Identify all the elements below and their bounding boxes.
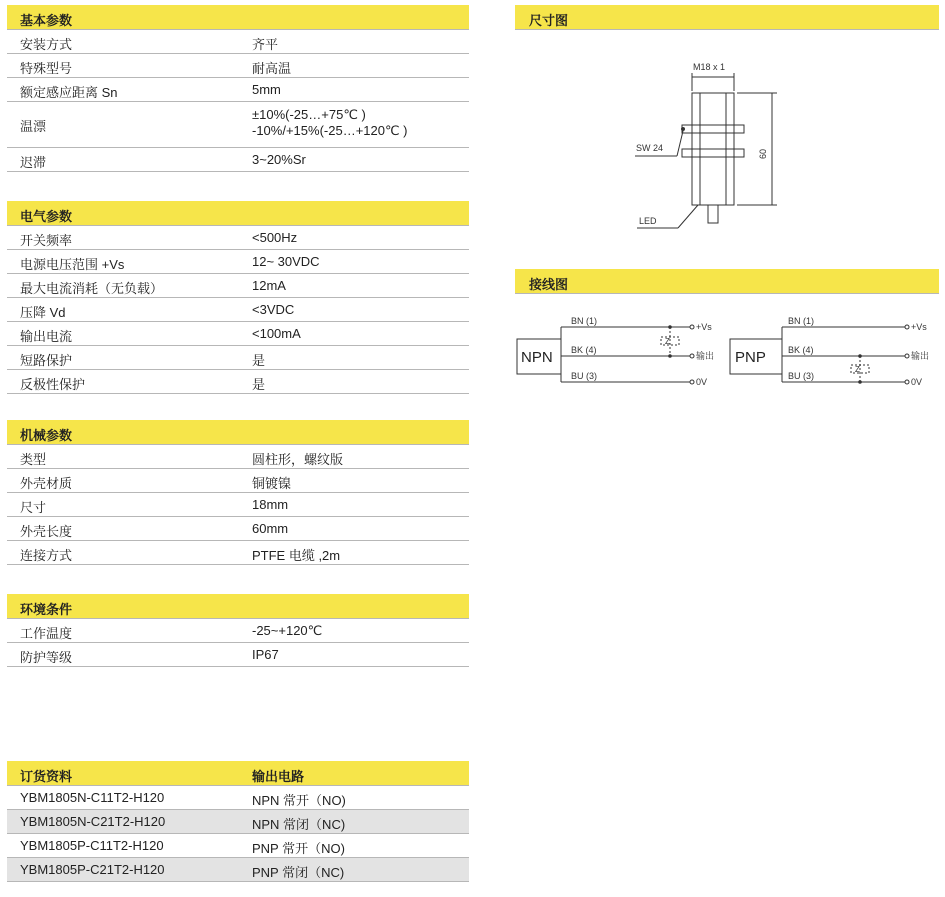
row-label: 短路保护 bbox=[20, 353, 73, 368]
row-value: -25~+120℃ bbox=[252, 623, 323, 638]
row-value bbox=[252, 107, 408, 139]
row-label: 最大电流消耗（无负载） bbox=[20, 281, 164, 296]
environment-header bbox=[7, 594, 469, 619]
row-value: PTFE 电缆 ,2m bbox=[252, 548, 341, 563]
electrical-params-table bbox=[7, 201, 469, 394]
row-label: 外壳长度 bbox=[20, 524, 73, 539]
npn-bu-label: BU (3) bbox=[571, 371, 598, 381]
row-value: 铜镀镍 bbox=[252, 476, 292, 491]
table-row bbox=[7, 469, 469, 493]
table-row bbox=[7, 834, 469, 858]
npn-0v-label: 0V bbox=[696, 377, 708, 387]
sw-label: SW 24 bbox=[636, 143, 664, 153]
row-label: 类型 bbox=[20, 452, 47, 467]
row-value: 是 bbox=[252, 353, 266, 368]
row-value: 耐高温 bbox=[252, 61, 292, 76]
table-row bbox=[7, 493, 469, 517]
environment-table bbox=[7, 594, 469, 667]
row-value-line2: -10%/+15%(-25…+120℃ ) bbox=[252, 123, 408, 138]
basic-params-title: 基本参数 bbox=[20, 13, 73, 28]
table-row bbox=[7, 810, 469, 834]
order-table bbox=[7, 761, 469, 882]
table-row bbox=[7, 346, 469, 370]
table-row bbox=[7, 541, 469, 565]
row-label: 反极性保护 bbox=[20, 377, 86, 392]
table-row bbox=[7, 250, 469, 274]
row-value: 5mm bbox=[252, 82, 281, 97]
table-row bbox=[7, 78, 469, 102]
npn-vs-label: +Vs bbox=[696, 322, 712, 332]
npn-z-label: Z bbox=[665, 337, 670, 346]
row-value: <3VDC bbox=[252, 302, 295, 317]
table-row bbox=[7, 322, 469, 346]
row-label: 迟滞 bbox=[20, 155, 47, 170]
row-value: <100mA bbox=[252, 326, 301, 341]
basic-params-header bbox=[7, 5, 469, 30]
row-value: 60mm bbox=[252, 521, 289, 536]
table-row bbox=[7, 148, 469, 172]
row-value: 12~ 30VDC bbox=[252, 254, 320, 269]
row-label: 连接方式 bbox=[20, 548, 73, 563]
row-label: YBM1805P-C11T2-H120 bbox=[20, 838, 164, 853]
pnp-label: PNP bbox=[735, 349, 766, 366]
row-value: PNP 常开（NO) bbox=[252, 841, 345, 856]
row-value: NPN 常开（NO) bbox=[252, 793, 346, 808]
row-label: YBM1805N-C21T2-H120 bbox=[20, 814, 166, 829]
row-label: 开关频率 bbox=[20, 233, 73, 248]
dimension-drawing bbox=[515, 55, 939, 240]
table-row bbox=[7, 517, 469, 541]
row-value: 18mm bbox=[252, 497, 289, 512]
row-label: 外壳材质 bbox=[20, 476, 73, 491]
dimension-title: 尺寸图 bbox=[529, 13, 569, 28]
row-label: 尺寸 bbox=[20, 500, 47, 515]
row-value: 12mA bbox=[252, 278, 286, 293]
pnp-0v-label: 0V bbox=[911, 377, 923, 387]
row-label: 输出电流 bbox=[20, 329, 73, 344]
row-value: PNP 常闭（NC) bbox=[252, 865, 345, 880]
environment-title: 环境条件 bbox=[20, 602, 73, 617]
dimension-header bbox=[515, 5, 939, 30]
row-label: YBM1805N-C11T2-H120 bbox=[20, 790, 165, 805]
pnp-vs-label: +Vs bbox=[911, 322, 927, 332]
pnp-z-label: Z bbox=[855, 365, 860, 374]
row-label: 电源电压范围 +Vs bbox=[20, 257, 125, 272]
pnp-bn-label: BN (1) bbox=[788, 316, 815, 326]
table-row bbox=[7, 30, 469, 54]
mechanical-params-title: 机械参数 bbox=[20, 428, 73, 443]
row-value: 齐平 bbox=[252, 37, 279, 52]
mechanical-params-header bbox=[7, 420, 469, 445]
row-value: IP67 bbox=[252, 647, 279, 662]
cable bbox=[708, 205, 718, 223]
basic-params-table bbox=[7, 5, 469, 172]
nut-upper bbox=[682, 125, 744, 133]
table-row bbox=[7, 54, 469, 78]
pnp-bu-label: BU (3) bbox=[788, 371, 815, 381]
row-value: 圆柱形，螺纹版 bbox=[252, 452, 344, 467]
order-header bbox=[7, 761, 469, 786]
row-label: 温漂 bbox=[20, 119, 47, 134]
row-value-line1: ±10%(-25…+75℃ ) bbox=[252, 107, 366, 122]
wiring-title: 接线图 bbox=[529, 277, 569, 292]
length-label: 60 bbox=[758, 148, 768, 159]
table-row bbox=[7, 445, 469, 469]
row-label: 额定感应距离 Sn bbox=[20, 85, 118, 100]
table-row bbox=[7, 102, 469, 148]
row-label: 防护等级 bbox=[20, 650, 73, 665]
nut-lower bbox=[682, 149, 744, 157]
table-row bbox=[7, 643, 469, 667]
npn-bn-label: BN (1) bbox=[571, 316, 598, 326]
row-value: 3~20%Sr bbox=[252, 152, 306, 167]
row-label: 压降 Vd bbox=[20, 305, 66, 320]
thread-label: M18 x 1 bbox=[693, 62, 726, 72]
table-row bbox=[7, 370, 469, 394]
electrical-params-header bbox=[7, 201, 469, 226]
mechanical-params-table bbox=[7, 420, 469, 565]
pnp-bk-label: BK (4) bbox=[788, 345, 814, 355]
led-label: LED bbox=[639, 216, 657, 226]
led-dot bbox=[681, 127, 685, 131]
table-row bbox=[7, 858, 469, 882]
npn-bk-label: BK (4) bbox=[571, 345, 597, 355]
row-label: 安装方式 bbox=[20, 37, 73, 52]
table-row bbox=[7, 786, 469, 810]
row-value: <500Hz bbox=[252, 230, 298, 245]
npn-label: NPN bbox=[521, 349, 553, 366]
order-title-output: 输出电路 bbox=[252, 769, 305, 784]
row-value: 是 bbox=[252, 377, 266, 392]
row-label: YBM1805P-C21T2-H120 bbox=[20, 862, 165, 877]
electrical-params-title: 电气参数 bbox=[20, 209, 73, 224]
wiring-diagram bbox=[515, 310, 939, 395]
pnp-out-label: 输出 bbox=[911, 351, 930, 361]
table-row bbox=[7, 226, 469, 250]
table-row bbox=[7, 274, 469, 298]
row-label: 特殊型号 bbox=[20, 61, 73, 76]
row-value: NPN 常闭（NC) bbox=[252, 817, 346, 832]
order-title: 订货资料 bbox=[20, 769, 73, 784]
wiring-header bbox=[515, 269, 939, 294]
table-row bbox=[7, 619, 469, 643]
row-label: 工作温度 bbox=[20, 626, 73, 641]
table-row bbox=[7, 298, 469, 322]
npn-out-label: 输出 bbox=[696, 351, 715, 361]
